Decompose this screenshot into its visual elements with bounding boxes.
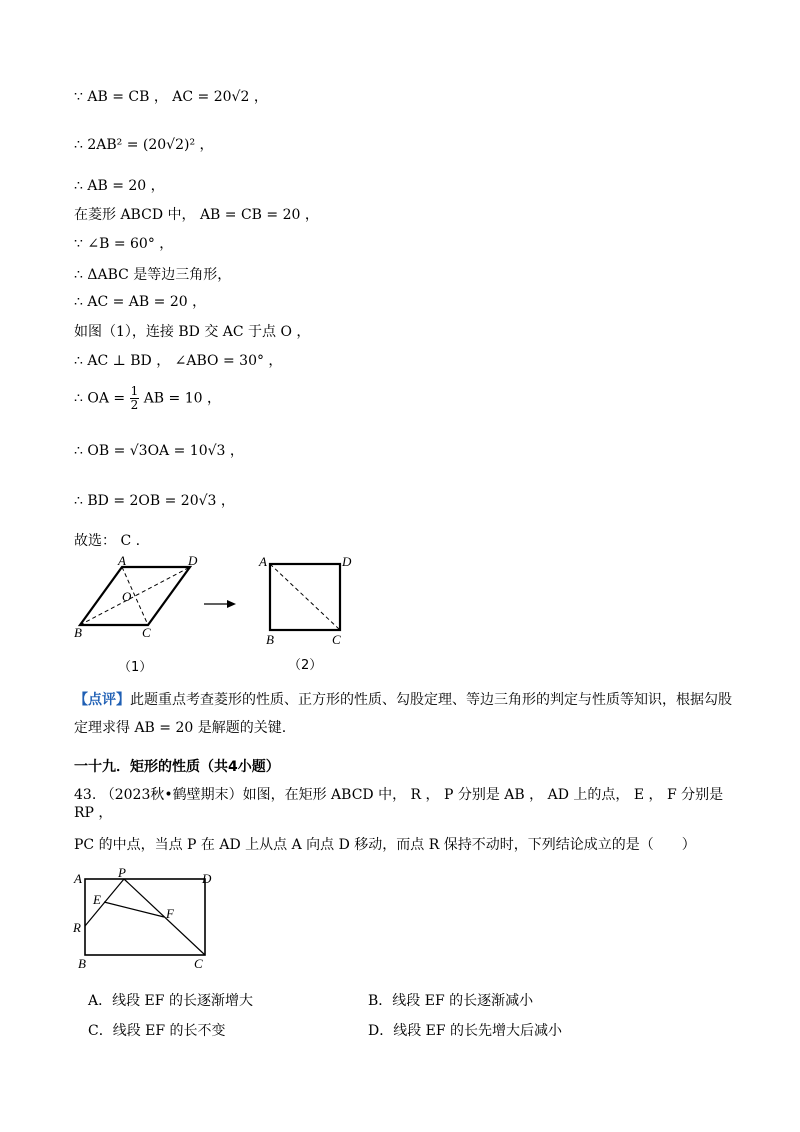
q-label-c: C	[194, 956, 203, 971]
question-text-1: （2023秋•鹤壁期末）如图，在矩形 ABCD 中， R ， P 分别是 AB ， AD 上的点， E ， F 分别是 RP ，	[74, 787, 724, 821]
question-figure-rectangle	[70, 866, 220, 972]
figure-1-caption: （1）	[118, 660, 153, 675]
fig2-label-c: C	[332, 632, 341, 646]
fig1-label-a: A	[118, 555, 126, 568]
solution-line-1: ∵ AB = CB ， AC = 20√2 ，	[74, 89, 268, 105]
q-label-r: R	[73, 920, 81, 935]
q-label-f: F	[166, 906, 174, 921]
solution-line-13: 故选： C .	[74, 533, 141, 549]
fig1-label-c: C	[142, 625, 151, 640]
segment-ef	[104, 902, 164, 917]
q-label-d: D	[202, 871, 212, 886]
solution-line-10	[74, 385, 221, 412]
fig2-label-d: D	[342, 554, 352, 569]
q-label-b: B	[78, 956, 86, 971]
figure-2-square	[258, 552, 358, 646]
option-a[interactable]: A．线段 EF 的长逐渐增大	[88, 993, 253, 1009]
question-line-2: PC 的中点，当点 P 在 AD 上从点 A 向点 D 移动，而点 R 保持不动时，下列结论成立的是（ ）	[74, 837, 696, 853]
figure-2-caption: （2）	[288, 658, 323, 673]
fraction-one-half	[130, 385, 140, 412]
question-number: 43.	[74, 787, 97, 803]
solution-line-11: ∴ OB = √3OA = 10√3 ，	[74, 443, 244, 459]
fig2-label-a: A	[259, 554, 267, 569]
solution-line-4: 在菱形 ABCD 中， AB = CB = 20 ，	[74, 207, 319, 223]
review-tag: 【点评】	[74, 692, 130, 708]
question-line-1	[74, 786, 734, 822]
fraction-numerator: 1	[130, 384, 139, 398]
solution-line-6: ∴ ΔABC 是等边三角形，	[74, 267, 232, 283]
rectangle-abcd	[85, 879, 205, 955]
option-c[interactable]: C．线段 EF 的长不变	[88, 1023, 226, 1039]
arrow-icon	[202, 596, 238, 612]
solution-line-9: ∴ AC ⊥ BD ， ∠ABO = 30° ，	[74, 353, 283, 369]
fig1-label-o: O	[122, 589, 132, 604]
diagonal-ac-square	[270, 564, 340, 630]
solution-line-2: ∴ 2AB² = (20√2)² ，	[74, 137, 214, 153]
oa-lhs: ∴ OA =	[74, 390, 126, 407]
q-label-p: P	[118, 866, 126, 880]
solution-line-3: ∴ AB = 20 ，	[74, 178, 165, 194]
segment-pc	[124, 879, 205, 955]
oa-rhs: AB = 10 ，	[143, 390, 221, 407]
fig2-label-b: B	[266, 632, 274, 646]
review-paragraph	[74, 686, 734, 742]
solution-line-7: ∴ AC = AB = 20 ，	[74, 294, 207, 310]
option-b[interactable]: B．线段 EF 的长逐渐减小	[368, 993, 534, 1009]
solution-line-5: ∵ ∠B = 60° ，	[74, 236, 174, 252]
fig1-label-b: B	[74, 625, 82, 640]
q-label-a: A	[74, 871, 82, 886]
option-d[interactable]: D．线段 EF 的长先增大后减小	[368, 1023, 563, 1039]
solution-line-12: ∴ BD = 2OB = 20√3 ，	[74, 493, 235, 509]
section-heading: 一十九．矩形的性质（共4小题）	[74, 759, 280, 775]
fig1-label-d: D	[188, 555, 198, 568]
review-text: 此题重点考查菱形的性质、正方形的性质、勾股定理、等边三角形的判定与性质等知识，根据勾股定理求得 AB = 20 是解题的关键.	[74, 692, 732, 736]
fraction-denominator: 2	[130, 398, 139, 412]
q-label-e: E	[93, 892, 101, 907]
figure-1-rhombus	[70, 555, 210, 645]
solution-line-8: 如图（1），连接 BD 交 AC 于点 O ，	[74, 324, 311, 340]
